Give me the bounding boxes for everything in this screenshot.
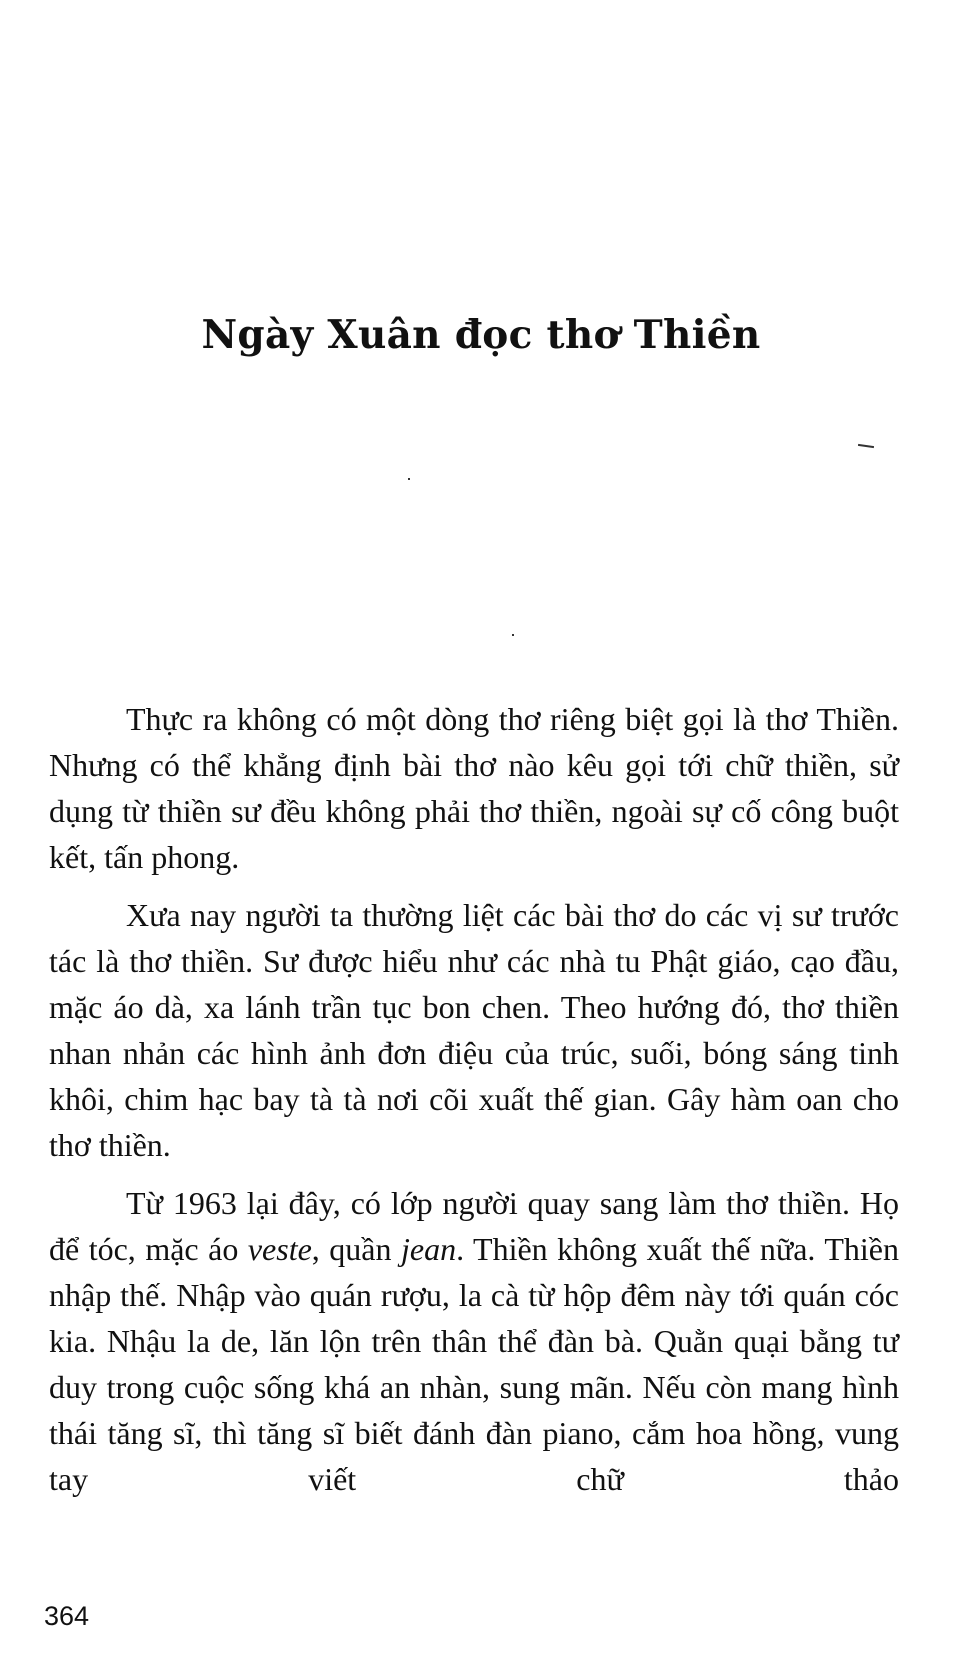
page-number: 364 xyxy=(44,1601,90,1631)
paragraph-text: Xưa nay người ta thường liệt các bài thơ do các vị sư trước tác là thơ thiền. Sư được hiểu như các nhà tu Phật giáo, cạo đầu, mặc áo dà, xa lánh trần tục bon chen. Theo hướng đó, thơ thiền nhan nhản các hình ảnh đơn điệu của trúc, suối, bóng sáng tinh khôi, chim hạc bay tà tà nơi cõi xuất thế gian. Gây hàm oan cho thơ thiền. xyxy=(49,897,899,1163)
paragraph-1 xyxy=(49,696,899,880)
scan-speck xyxy=(858,444,874,448)
paragraph-text: Từ 1963 lại đây, có lớp người quay sang làm thơ thiền. Họ để tóc, mặc áo xyxy=(49,1185,899,1267)
italic-term: jean xyxy=(401,1231,457,1267)
paragraph-text: , quần xyxy=(311,1231,401,1267)
paragraph-3 xyxy=(49,1180,899,1502)
scan-speck xyxy=(512,634,514,636)
scan-speck xyxy=(408,478,410,480)
paragraph-2 xyxy=(49,892,899,1168)
italic-term: veste xyxy=(247,1231,312,1267)
paragraph-text: . Thiền không xuất thế nữa. Thiền nhập thế. Nhập vào quán rượu, la cà từ hộp đêm này tới quán cóc kia. Nhậu la de, lăn lộn trên thân thể đàn bà. Quằn quại bằng tư duy trong cuộc sống khá an nhàn, sung mãn. Nếu còn mang hình thái tăng sĩ, thì tăng sĩ biết đánh đàn piano, cắm hoa hồng, vung tay viết chữ thảo xyxy=(49,1231,899,1497)
body-text xyxy=(49,696,899,1502)
paragraph-text: Thực ra không có một dòng thơ riêng biệt gọi là thơ Thiền. Nhưng có thể khẳng định bài thơ nào kêu gọi tới chữ thiền, sử dụng từ thiền sư đều không phải thơ thiền, ngoài sự cố công buột kết, tấn phong. xyxy=(49,701,899,875)
chapter-title: Ngày Xuân đọc thơ Thiền xyxy=(201,312,761,358)
